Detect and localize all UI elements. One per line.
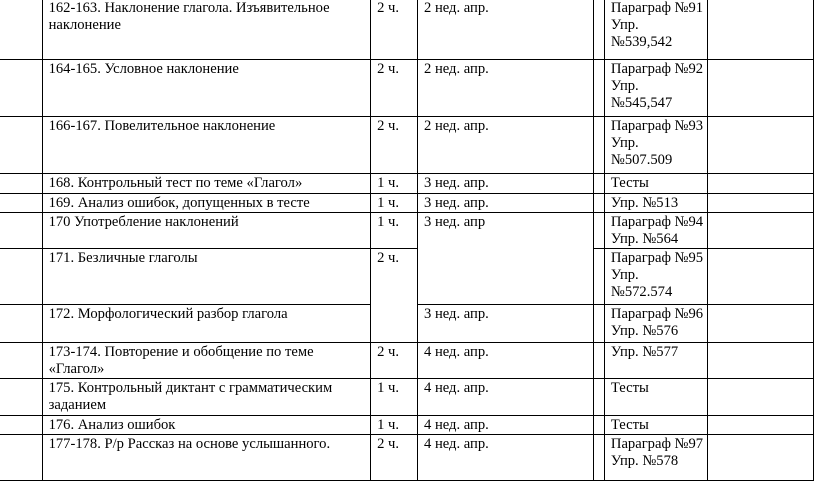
homework-cell: Параграф №95 Упр. №572.574 — [604, 249, 707, 305]
notes-cell — [708, 416, 814, 435]
table-row — [0, 249, 814, 305]
row-number-cell — [0, 213, 42, 249]
spacer-cell — [593, 379, 604, 416]
topic-cell: 171. Безличные глаголы — [42, 249, 371, 305]
homework-cell: Параграф №97 Упр. №578 — [604, 435, 707, 481]
row-number-cell — [0, 435, 42, 481]
spacer-cell — [593, 194, 604, 213]
topic-cell: 176. Анализ ошибок — [42, 416, 371, 435]
topic-cell: 170 Употребление наклонений — [42, 213, 371, 249]
homework-cell: Тесты — [604, 174, 707, 194]
homework-cell: Упр. №513 — [604, 194, 707, 213]
homework-cell: Тесты — [604, 416, 707, 435]
week-cell: 4 нед. апр. — [418, 343, 594, 379]
table-row — [0, 117, 814, 174]
topic-cell: 166-167. Повелительное наклонение — [42, 117, 371, 174]
row-number-cell — [0, 0, 42, 60]
topic-cell: 162-163. Наклонение глагола. Изъявительное наклонение — [42, 0, 371, 60]
notes-cell — [708, 305, 814, 343]
notes-cell — [708, 0, 814, 60]
hours-cell: 1 ч. — [371, 379, 418, 416]
spacer-cell — [593, 60, 604, 117]
hours-cell: 2 ч. — [371, 249, 418, 343]
table-row — [0, 60, 814, 117]
hours-cell: 1 ч. — [371, 213, 418, 249]
homework-cell: Тесты — [604, 379, 707, 416]
topic-cell: 164-165. Условное наклонение — [42, 60, 371, 117]
notes-cell — [708, 60, 814, 117]
table-row — [0, 0, 814, 60]
row-number-cell — [0, 305, 42, 343]
week-cell: 3 нед. апр — [418, 213, 594, 305]
homework-cell: Параграф №93 Упр. №507.509 — [604, 117, 707, 174]
table-row — [0, 174, 814, 194]
week-cell: 4 нед. апр. — [418, 435, 594, 481]
spacer-cell — [593, 249, 604, 305]
hours-cell: 2 ч. — [371, 0, 418, 60]
row-number-cell — [0, 60, 42, 117]
hours-cell: 1 ч. — [371, 194, 418, 213]
week-cell: 3 нед. апр. — [418, 305, 594, 343]
topic-cell: 175. Контрольный диктант с грамматическим заданием — [42, 379, 371, 416]
week-cell: 3 нед. апр. — [418, 174, 594, 194]
row-number-cell — [0, 174, 42, 194]
table-row — [0, 435, 814, 481]
spacer-cell — [593, 343, 604, 379]
spacer-cell — [593, 117, 604, 174]
notes-cell — [708, 213, 814, 249]
notes-cell — [708, 379, 814, 416]
homework-cell: Упр. №577 — [604, 343, 707, 379]
hours-cell: 2 ч. — [371, 117, 418, 174]
row-number-cell — [0, 343, 42, 379]
homework-cell: Параграф №92 Упр. №545,547 — [604, 60, 707, 117]
topic-cell: 169. Анализ ошибок, допущенных в тесте — [42, 194, 371, 213]
row-number-cell — [0, 379, 42, 416]
spacer-cell — [593, 0, 604, 60]
week-cell: 4 нед. апр. — [418, 416, 594, 435]
topic-cell: 168. Контрольный тест по теме «Глагол» — [42, 174, 371, 194]
week-cell: 3 нед. апр. — [418, 194, 594, 213]
spacer-cell — [593, 213, 604, 249]
row-number-cell — [0, 117, 42, 174]
hours-cell: 2 ч. — [371, 60, 418, 117]
hours-cell: 2 ч. — [371, 435, 418, 481]
week-cell: 2 нед. апр. — [418, 60, 594, 117]
spacer-cell — [593, 305, 604, 343]
hours-cell: 1 ч. — [371, 174, 418, 194]
hours-cell: 2 ч. — [371, 343, 418, 379]
table-row — [0, 379, 814, 416]
row-number-cell — [0, 194, 42, 213]
notes-cell — [708, 435, 814, 481]
row-number-cell — [0, 249, 42, 305]
notes-cell — [708, 343, 814, 379]
table-row — [0, 194, 814, 213]
row-number-cell — [0, 416, 42, 435]
notes-cell — [708, 117, 814, 174]
topic-cell: 177-178. Р/р Рассказ на основе услышанного. — [42, 435, 371, 481]
table-row — [0, 343, 814, 379]
homework-cell: Параграф №94 Упр. №564 — [604, 213, 707, 249]
hours-cell: 1 ч. — [371, 416, 418, 435]
topic-cell: 173-174. Повторение и обобщение по теме «Глагол» — [42, 343, 371, 379]
spacer-cell — [593, 435, 604, 481]
homework-cell: Параграф №96 Упр. №576 — [604, 305, 707, 343]
table-row — [0, 416, 814, 435]
notes-cell — [708, 174, 814, 194]
week-cell: 4 нед. апр. — [418, 379, 594, 416]
week-cell: 2 нед. апр. — [418, 117, 594, 174]
notes-cell — [708, 249, 814, 305]
week-cell: 2 нед. апр. — [418, 0, 594, 60]
topic-cell: 172. Морфологический разбор глагола — [42, 305, 371, 343]
table-row — [0, 213, 814, 249]
spacer-cell — [593, 416, 604, 435]
spacer-cell — [593, 174, 604, 194]
notes-cell — [708, 194, 814, 213]
homework-cell: Параграф №91 Упр. №539,542 — [604, 0, 707, 60]
